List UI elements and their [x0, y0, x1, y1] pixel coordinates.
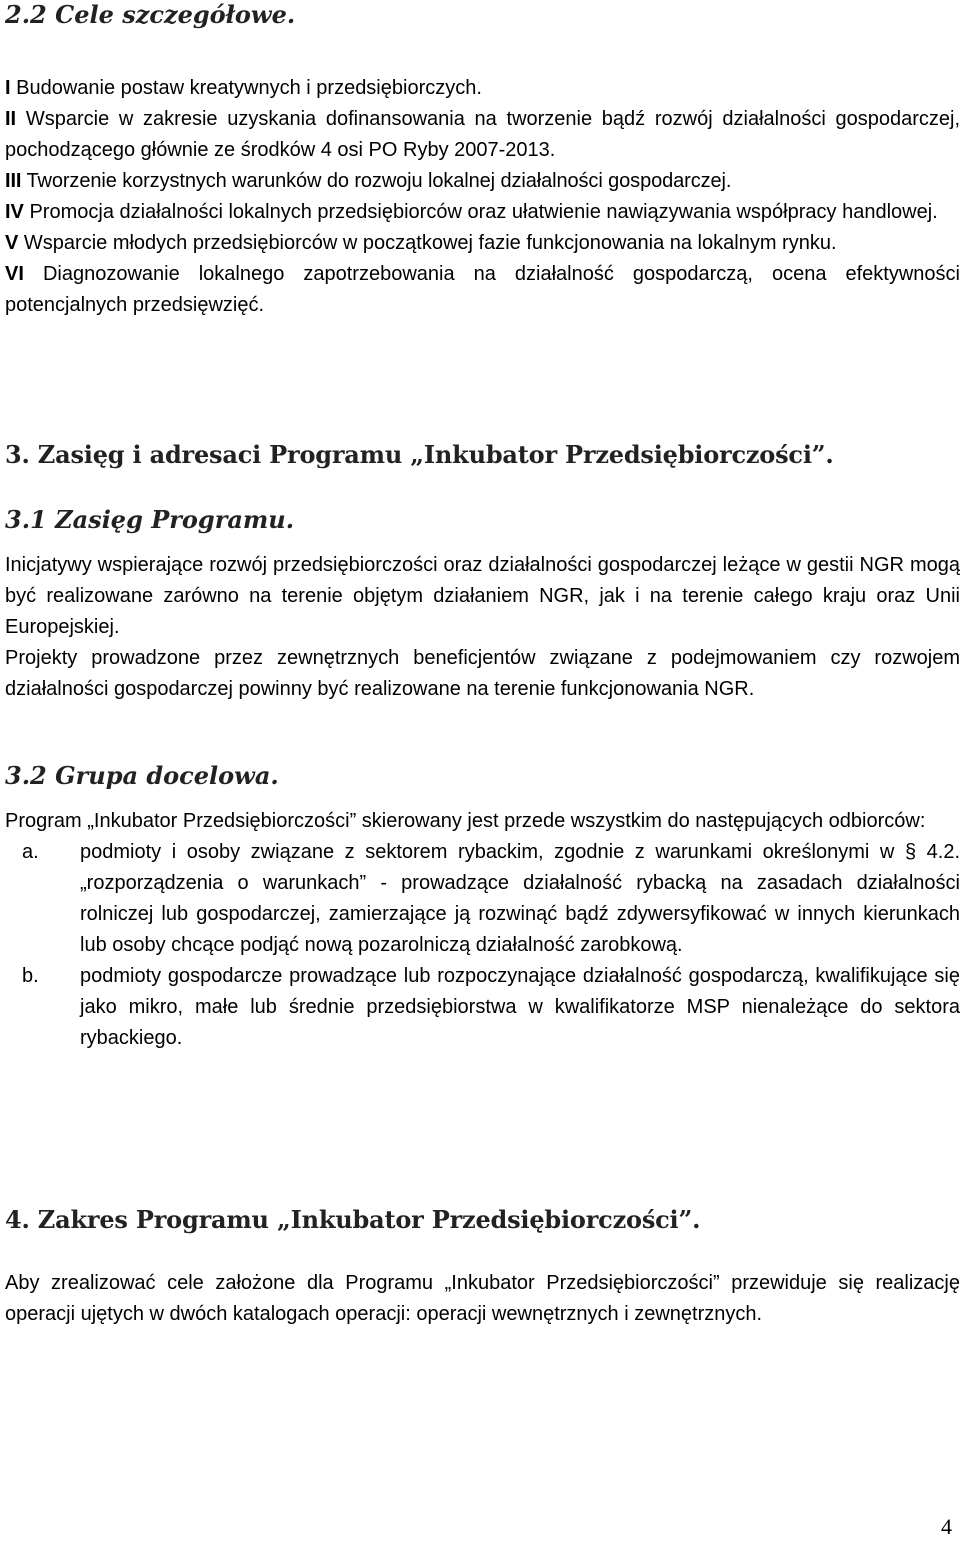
paragraph: Aby zrealizować cele założone dla Programu „Inkubator Przedsiębiorczości” przewiduje się realizację operacji ujętych w dwóch katalogach operacji: operacji wewnętrznych i zewnętrznych.: [5, 1272, 960, 1325]
list-item: b. podmioty gospodarcze prowadzące lub rozpoczynające działalność gospodarczą, kwalifikujące się jako mikro, małe lub średnie przedsiębiorstwa w kwalifikatorze MSP nienależące do sektora rybackiego.: [5, 961, 960, 1054]
scope-paragraphs: [5, 550, 960, 705]
program-scope: [5, 1268, 960, 1330]
section-heading-2-2: 2.2 Cele szczegółowe.: [5, 0, 296, 29]
target-group-list: [5, 837, 960, 1054]
goal-item: IV Promocja działalności lokalnych przedsiębiorców oraz ułatwienie nawiązywania współpracy handlowej.: [5, 201, 938, 223]
section-heading-3-1: 3.1 Zasięg Programu.: [5, 505, 295, 534]
section-heading-4: 4. Zakres Programu „Inkubator Przedsiębiorczości”.: [5, 1205, 701, 1234]
goal-item: I Budowanie postaw kreatywnych i przedsiębiorczych.: [5, 77, 482, 99]
page-number: 4: [941, 1514, 952, 1539]
paragraph: Program „Inkubator Przedsiębiorczości” skierowany jest przede wszystkim do następujących odbiorców:: [5, 810, 926, 832]
goal-item: II Wsparcie w zakresie uzyskania dofinansowania na tworzenie bądź rozwój działalności gospodarczej, pochodzącego głównie ze środków 4 osi PO Ryby 2007-2013.: [5, 108, 960, 161]
list-marker: b.: [22, 965, 39, 987]
list-item: a. podmioty i osoby związane z sektorem rybackim, zgodnie z warunkami określonymi w § 4.2. „rozporządzenia o warunkach” - prowadzące działalność rybacką na zasadach działalności rolniczej lub gospodarczej, zamierzające ją rozwinąć bądź zdywersyfikować w innych kierunkach lub osoby chcące podjąć nową pozarolniczą działalność zarobkową.: [5, 837, 960, 961]
section-heading-3-2: 3.2 Grupa docelowa.: [5, 761, 279, 790]
goal-item: VI Diagnozowanie lokalnego zapotrzebowania na działalność gospodarczą, ocena efektywności potencjalnych przedsięwzięć.: [5, 263, 960, 316]
paragraph: Inicjatywy wspierające rozwój przedsiębiorczości oraz działalności gospodarczej leżące w gestii NGR mogą być realizowane zarówno na terenie objętym działaniem NGR, jak i na terenie całego kraju oraz Unii Europejskiej.: [5, 554, 960, 638]
paragraph: Projekty prowadzone przez zewnętrznych beneficjentów związane z podejmowaniem czy rozwojem działalności gospodarczej powinny być realizowane na terenie funkcjonowania NGR.: [5, 647, 960, 700]
goals-list: [5, 73, 960, 321]
section-heading-3: 3. Zasięg i adresaci Programu „Inkubator Przedsiębiorczości”.: [5, 440, 834, 469]
goal-item: III Tworzenie korzystnych warunków do rozwoju lokalnej działalności gospodarczej.: [5, 170, 732, 192]
list-marker: a.: [22, 841, 39, 863]
goal-item: V Wsparcie młodych przedsiębiorców w początkowej fazie funkcjonowania na lokalnym rynku.: [5, 232, 837, 254]
target-group: [5, 806, 960, 1054]
